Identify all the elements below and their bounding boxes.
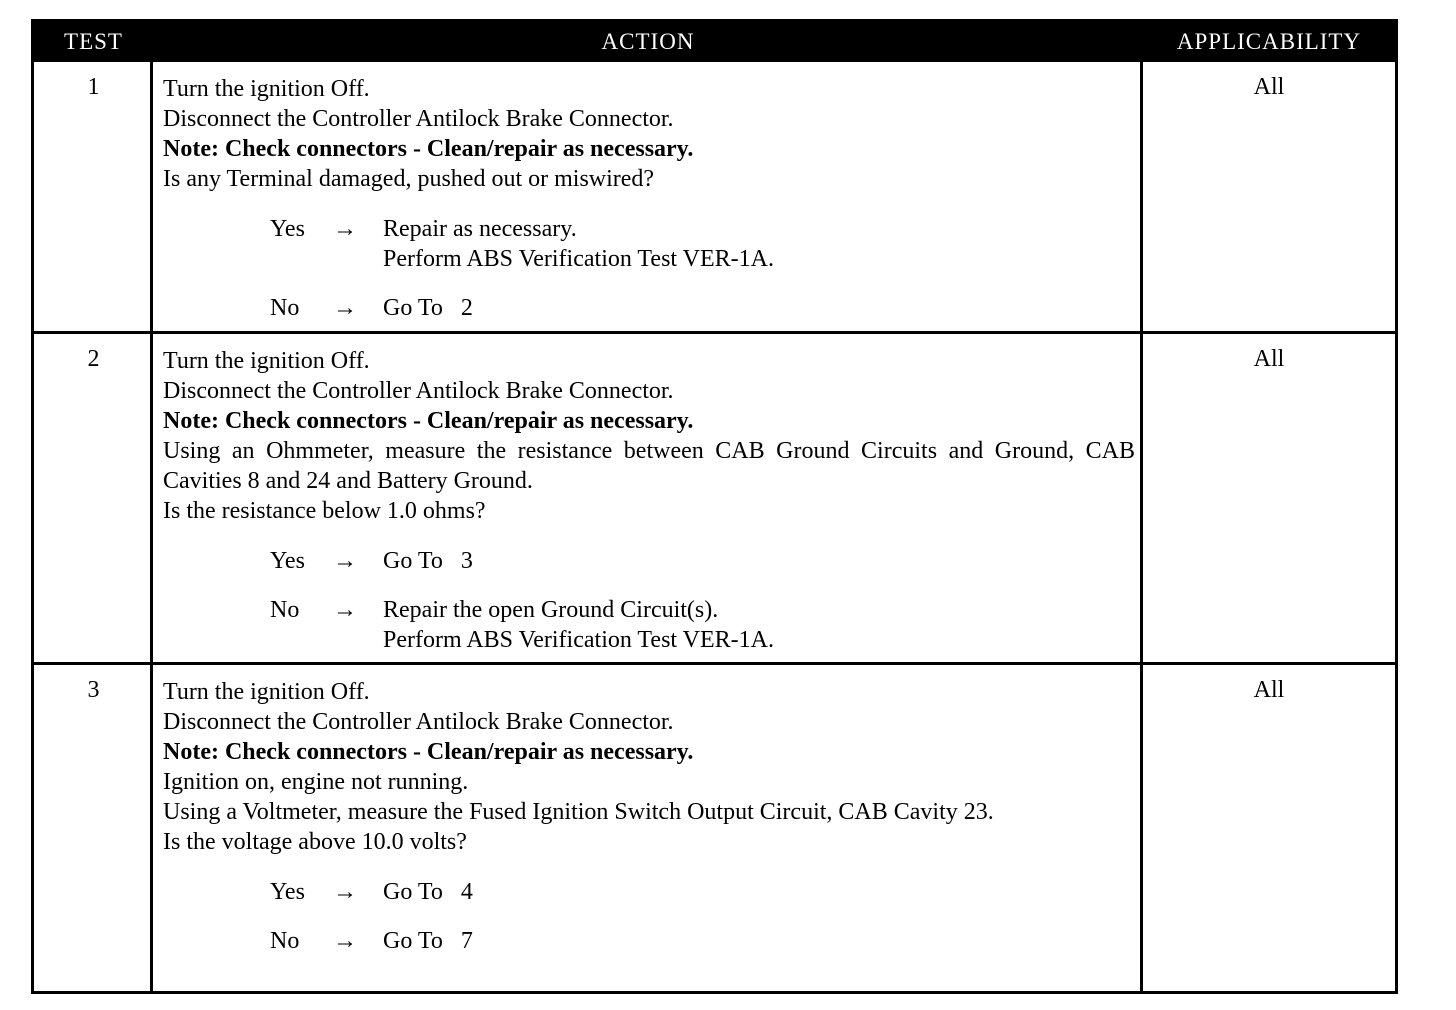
arrow-icon: → — [333, 928, 357, 954]
yes-result-line: Perform ABS Verification Test VER-1A. — [383, 246, 774, 272]
no-result: Go To 2 — [383, 295, 473, 321]
note-line: Note: Check connectors - Clean/repair as necessary. — [163, 136, 694, 162]
action-line: Turn the ignition Off. — [163, 348, 370, 374]
test-number: 3 — [87, 677, 100, 703]
question-line: Is the resistance below 1.0 ohms? — [163, 498, 486, 524]
no-branch — [163, 595, 1135, 655]
arrow-icon: → — [333, 216, 357, 242]
test-number: 2 — [87, 346, 100, 372]
table-row — [34, 62, 1395, 332]
yes-result: Go To 3 — [383, 548, 473, 574]
no-result: Go To 7 — [383, 928, 473, 954]
action-cell — [163, 346, 1135, 655]
action-line: Disconnect the Controller Antilock Brake Connector. — [163, 106, 674, 132]
arrow-icon: → — [333, 548, 357, 574]
note-line: Note: Check connectors - Clean/repair as necessary. — [163, 408, 694, 434]
yes-result: Go To 4 — [383, 879, 473, 905]
no-result-line: Repair the open Ground Circuit(s). — [383, 597, 719, 623]
yes-label: Yes — [270, 548, 305, 574]
diagnostic-table — [31, 19, 1398, 994]
applicability-value: All — [1253, 346, 1285, 372]
arrow-icon: → — [333, 597, 357, 623]
no-branch — [163, 293, 1135, 323]
action-line: Using an Ohmmeter, measure the resistance between CAB Ground Circuits and Ground, CAB Cavities 8 and 24 and Battery Ground. — [163, 438, 1135, 494]
yes-label: Yes — [270, 879, 305, 905]
yes-branch — [163, 877, 1135, 907]
applicability-value: All — [1253, 677, 1285, 703]
test-number: 1 — [87, 74, 100, 100]
question-line: Is the voltage above 10.0 volts? — [163, 829, 467, 855]
header-test: TEST — [64, 29, 123, 54]
action-line: Disconnect the Controller Antilock Brake Connector. — [163, 378, 674, 404]
question-line: Is any Terminal damaged, pushed out or miswired? — [163, 166, 655, 192]
header-applicability: APPLICABILITY — [1176, 29, 1362, 54]
yes-label: Yes — [270, 216, 305, 242]
note-line: Note: Check connectors - Clean/repair as necessary. — [163, 739, 694, 765]
no-result — [383, 595, 774, 655]
no-label: No — [270, 928, 300, 954]
yes-result — [383, 214, 774, 274]
no-branch — [163, 926, 1135, 956]
action-line: Ignition on, engine not running. — [163, 769, 469, 795]
no-label: No — [270, 597, 300, 623]
yes-result-line: Repair as necessary. — [383, 216, 577, 242]
table-row — [34, 334, 1395, 662]
header-action: ACTION — [601, 29, 695, 54]
yes-branch — [163, 546, 1135, 576]
yes-branch — [163, 214, 1135, 274]
no-result-line: Perform ABS Verification Test VER-1A. — [383, 627, 774, 653]
table-header — [34, 22, 1395, 62]
action-cell — [163, 677, 1135, 956]
action-line: Turn the ignition Off. — [163, 679, 370, 705]
applicability-value: All — [1253, 74, 1285, 100]
table-row — [34, 665, 1395, 991]
action-line: Turn the ignition Off. — [163, 76, 370, 102]
arrow-icon: → — [333, 879, 357, 905]
action-line: Disconnect the Controller Antilock Brake Connector. — [163, 709, 674, 735]
action-line: Using a Voltmeter, measure the Fused Ignition Switch Output Circuit, CAB Cavity 23. — [163, 799, 994, 825]
arrow-icon: → — [333, 295, 357, 321]
action-cell — [163, 74, 1135, 323]
no-label: No — [270, 295, 300, 321]
